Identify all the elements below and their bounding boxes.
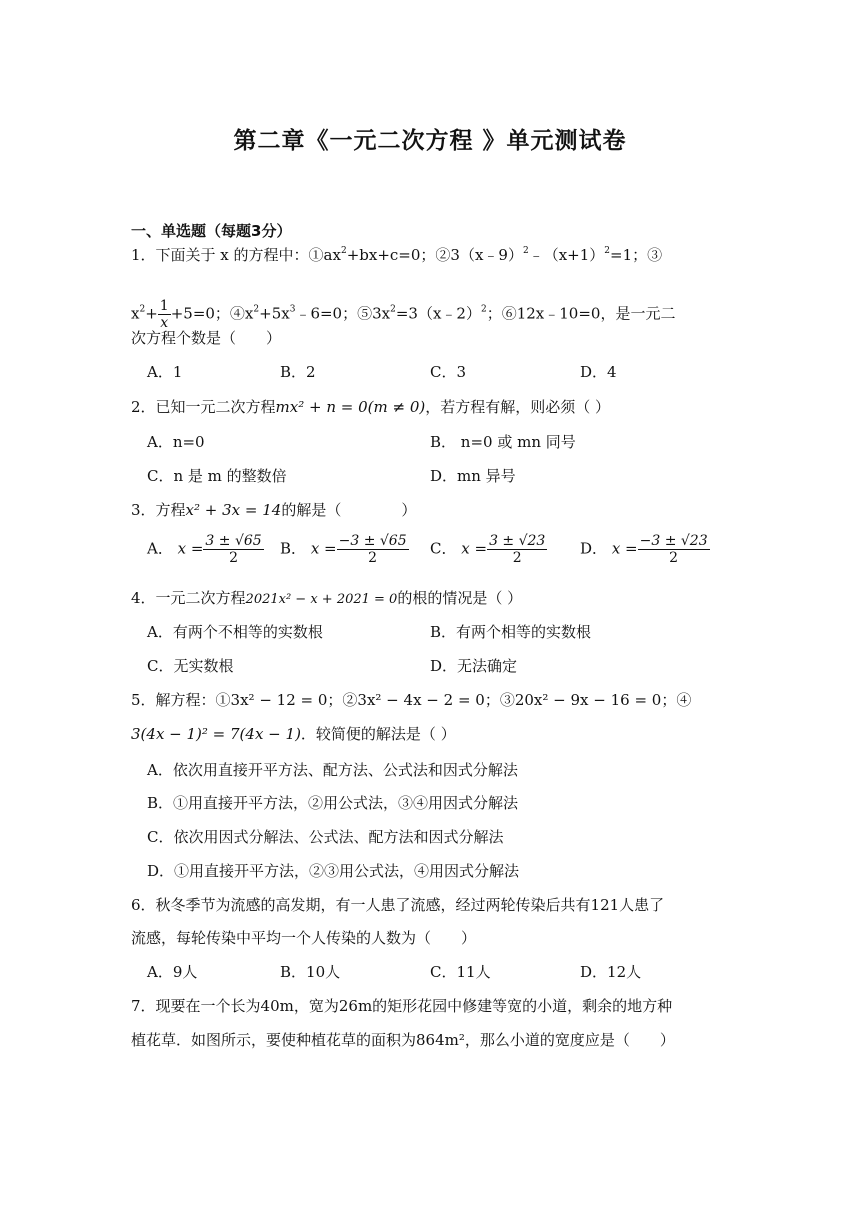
question-5-line-1: 5．解方程：①3x² − 12 = 0；②3x² − 4x − 2 = 0；③20x² − 9x − 16 = 0；④ (131, 691, 692, 709)
question-6-line-2: 流感，每轮传染中平均一个人传染的人数为（ ） (131, 929, 477, 947)
equation: x² + 3x = 14 (185, 501, 282, 519)
question-4-option-b: B．有两个相等的实数根 (430, 623, 592, 641)
question-5-option-a: A．依次用直接开平方法、配方法、公式法和因式分解法 (147, 761, 518, 779)
question-1-line-2: $x^2+$ $\frac{1}{x}$ +5=0；$④x^2+5x^3﹣6=0$；$⑤3x^2=3(x﹣2)^2$；⑥12x﹣10=0，是一元二 (131, 298, 676, 331)
question-1-option-c: C．3 (430, 363, 467, 381)
fraction: $\frac{1}{x}$ (159, 298, 169, 331)
question-6-line-1: 6．秋冬季节为流感的高发期，有一人患了流感，经过两轮传染后共有121人患了 (131, 896, 665, 914)
equation: mx² + n = 0(m ≠ 0) (275, 398, 426, 416)
question-3-option-c: C． x = $\frac{3 \pm √23}{2}$ (430, 533, 546, 566)
question-2-option-c: C．n 是 m 的整数倍 (147, 467, 287, 485)
question-4-option-c: C．无实数根 (147, 657, 234, 675)
question-5-option-c: C．依次用因式分解法、公式法、配方法和因式分解法 (147, 828, 504, 846)
question-3-option-a: A． x = $\frac{3 \pm √65}{2}$ (147, 533, 262, 566)
question-7-line-2: 植花草．如图所示，要使种植花草的面积为864m²，那么小道的宽度应是（ ） (131, 1031, 675, 1049)
question-5-option-b: B．①用直接开平方法，②用公式法，③④用因式分解法 (147, 794, 519, 812)
question-1-option-b: B．2 (280, 363, 316, 381)
question-4-option-a: A．有两个不相等的实数根 (147, 623, 323, 641)
question-6-option-d: D．12人 (580, 963, 642, 981)
question-1-option-a: A．1 (147, 363, 183, 381)
question-1-option-d: D．4 (580, 363, 617, 381)
equation: 3(4x − 1)² = 7(4x − 1) (131, 725, 301, 743)
question-6-option-b: B．10人 (280, 963, 341, 981)
question-2-option-b: B． n=0 或 mn 同号 (430, 433, 576, 451)
question-1-line-3: 次方程个数是（ ） (131, 329, 282, 347)
question-5-line-2: 3(4x − 1)² = 7(4x − 1)．较简便的解法是（ ） (131, 725, 456, 743)
question-2-option-a: A．n=0 (147, 433, 205, 451)
question-3-option-d: D． x = $\frac{-3 \pm √23}{2}$ (580, 533, 708, 566)
question-4-option-d: D．无法确定 (430, 657, 518, 675)
section-heading: 一、单选题（每题3分） (131, 222, 292, 240)
question-2-option-d: D．mn 异号 (430, 467, 516, 485)
question-6-option-a: A．9人 (147, 963, 198, 981)
question-6-option-c: C．11人 (430, 963, 491, 981)
question-3-option-b: B． x = $\frac{-3 \pm √65}{2}$ (280, 533, 407, 566)
page-title: 第二章《一元二次方程 》单元测试卷 (233, 128, 627, 154)
question-7-line-1: 7．现要在一个长为40m，宽为26m的矩形花园中修建等宽的小道，剩余的地方种 (131, 997, 673, 1015)
question-1-line-1: 1．下面关于 x 的方程中：$①ax^2+bx+c=0$；$②3(x﹣9)^2﹣(x+1)^2=1$；③ (131, 246, 663, 264)
question-4-stem: 4．一元二次方程2021x² − x + 2021 = 0的根的情况是（ ） (131, 589, 523, 607)
question-3-stem: 3．方程x² + 3x = 14的解是（ ） (131, 501, 417, 519)
question-2-stem: 2．已知一元二次方程mx² + n = 0(m ≠ 0)，若方程有解，则必须（ ） (131, 398, 611, 416)
equation: 2021x² − x + 2021 = 0 (245, 592, 398, 607)
question-5-option-d: D．①用直接开平方法，②③用公式法，④用因式分解法 (147, 862, 520, 880)
